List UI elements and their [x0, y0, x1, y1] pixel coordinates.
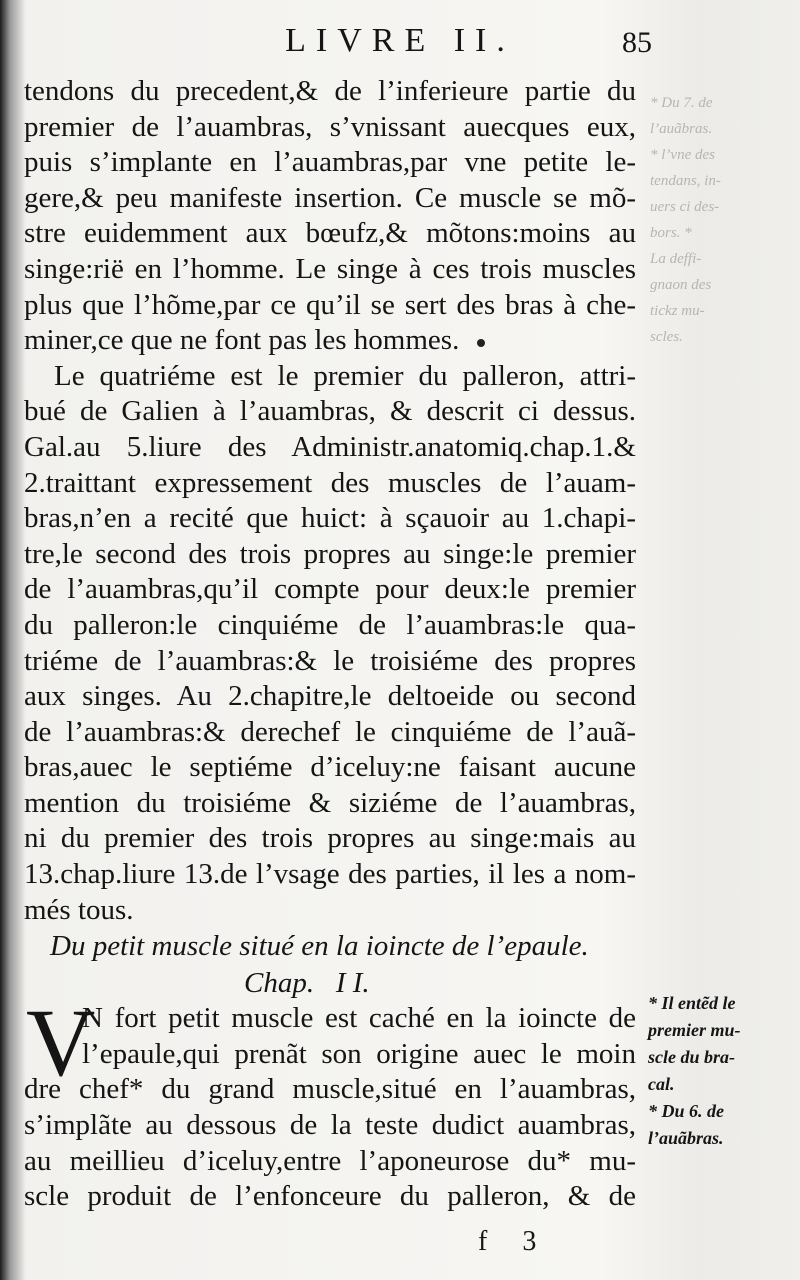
text-line: gere,& peu manifeste insertion. Ce muscle se mõ-: [24, 181, 636, 214]
text-line: bué de Galien à l’auambras, & descrit ci dessus.: [24, 395, 636, 428]
running-head: [0, 22, 800, 70]
text-line: més tous.: [24, 893, 134, 926]
bleed-line: l’auãbras.: [650, 121, 713, 137]
margin-note-line: cal.: [648, 1074, 675, 1094]
bleed-line: * Du 7. de: [650, 95, 713, 111]
bleed-line: tickz mu-: [650, 303, 705, 319]
margin-note-line: scle du bra-: [648, 1047, 735, 1067]
text-line: stre euidemment aux bœufz,& mõtons:moins au: [24, 217, 636, 250]
margin-notes: [648, 990, 788, 1152]
bleed-line: scles.: [650, 329, 683, 345]
text-line: dre chef* du grand muscle,situé en l’auambras,: [24, 1073, 636, 1106]
text-line: triéme de l’auambras:& le troisiéme des propres: [24, 644, 636, 677]
bleed-line: gnaon des: [650, 277, 712, 293]
text-line: ni du premier des trois propres au singe:mais au: [24, 822, 636, 855]
text-line: de l’auambras:& derechef le cinquiéme de l’auã-: [24, 715, 636, 748]
paragraph-2: [24, 359, 636, 929]
signature-mark: f 3: [478, 1226, 551, 1257]
bleed-through-text: [650, 90, 790, 350]
section-heading: Du petit muscle situé en la ioincte de l’epaule.: [50, 930, 589, 963]
running-title: LIVRE II.: [285, 22, 515, 59]
text-line: l’epaule,qui prenãt son origine auec le moin: [82, 1037, 636, 1070]
text-line: mention du troisiéme & siziéme de l’auambras,: [24, 786, 636, 819]
text-line: bras,auec le septiéme d’iceluy:ne faisant aucune: [24, 751, 636, 784]
text-line: au meillieu d’iceluy,entre l’aponeurose du* mu-: [24, 1144, 636, 1177]
text-line: s’implãte au dessous de la teste dudict auambras,: [24, 1109, 636, 1142]
margin-note-line: l’auãbras.: [648, 1128, 724, 1148]
text-line: 13.chap.liure 13.de l’vsage des parties, il les a nom-: [24, 858, 636, 891]
bleed-line: uers ci des-: [650, 199, 720, 215]
text-line: du palleron:le cinquiéme de l’auambras:le qua-: [24, 608, 636, 641]
main-text: [24, 74, 636, 1215]
bleed-line: La deffi-: [650, 251, 702, 267]
text-line: puis s’implante en l’auambras,par vne petite le-: [24, 146, 636, 179]
text-line: bras,n’en a recité que huict: à sçauoir au 1.chapi-: [24, 502, 636, 535]
text-line: scle produit de l’enfonceure du palleron, & de: [24, 1180, 636, 1213]
text-line-content: miner,ce que ne font pas les hommes.: [24, 324, 460, 357]
page-number: 85: [622, 26, 652, 59]
margin-note-line: * Du 6. de: [648, 1101, 724, 1121]
text-line: Le quatriéme est le premier du palleron, attri-: [54, 359, 636, 392]
drop-capital: V: [26, 989, 96, 1097]
bleed-line: tendans, in-: [650, 173, 721, 189]
paragraph-3: [24, 989, 636, 1215]
text-line: 2.traittant expressement des muscles de l’auam-: [24, 466, 636, 499]
margin-note-line: * Il entẽd le: [648, 993, 736, 1013]
text-line: N fort petit muscle est caché en la ioincte de: [82, 1002, 636, 1035]
text-line: Gal.au 5.liure des Administr.anatomiq.chap.1.&: [24, 430, 636, 463]
bullet-mark: [477, 339, 485, 347]
text-line: plus que l’hõme,par ce qu’il se sert des bras à che-: [24, 288, 636, 321]
text-line: [24, 323, 636, 359]
bleed-line: * l’vne des: [650, 147, 715, 163]
text-line: premier de l’auambras, s’vnissant auecques eux,: [24, 110, 636, 143]
text-line: tre,le second des trois propres au singe:le premier: [24, 537, 636, 570]
text-line: de l’auambras,qu’il compte pour deux:le premier: [24, 573, 636, 606]
text-line: tendons du precedent,& de l’inferieure partie du: [24, 75, 636, 107]
margin-note-line: premier mu-: [648, 1020, 741, 1040]
text-line: singe:rië en l’homme. Le singe à ces trois muscles: [24, 252, 636, 285]
chapter-label: Chap. I I.: [244, 967, 370, 1000]
paragraph-1: [24, 74, 636, 359]
bleed-line: bors. *: [650, 225, 692, 241]
text-line: aux singes. Au 2.chapitre,le deltoeide ou second: [24, 680, 636, 713]
